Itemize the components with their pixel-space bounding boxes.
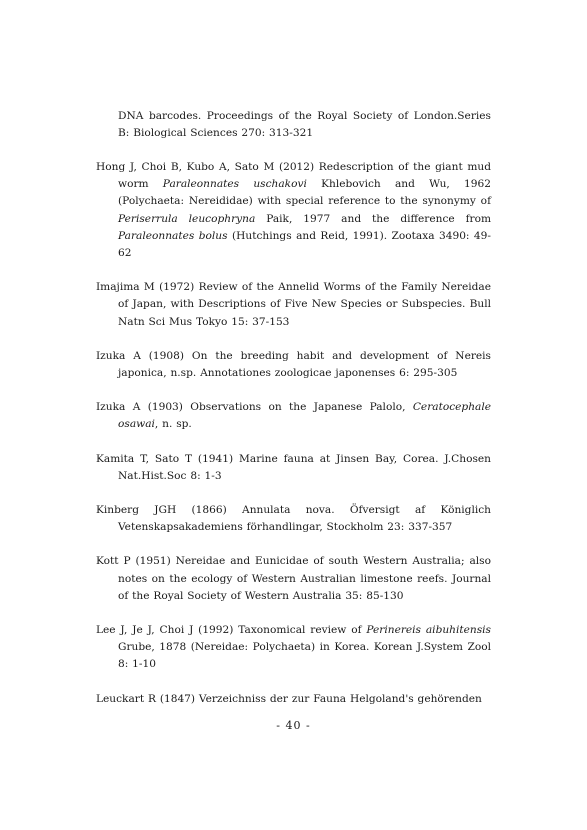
reference-text: Hong J, Choi B, Kubo A, Sato M (2012) Redescription of the giant mud worm [96, 161, 491, 191]
reference-text: , n. sp. [154, 418, 192, 431]
reference-text: Lee J, Je J, Choi J (1992) Taxonomical review of [96, 624, 367, 637]
reference-text: Grube, 1878 (Nereidae: Polychaeta) in Korea. Korean J.System Zool 8: 1-10 [118, 641, 491, 671]
reference-text: Paik, 1977 and the difference from [255, 212, 492, 225]
reference-entry [96, 553, 491, 605]
reference-entry [96, 159, 491, 262]
reference-text: Izuka A (1908) On the breeding habit and development of Nereis japonica, n.sp. Annotationes zoologicae japonenses 6: 295-305 [96, 349, 491, 380]
reference-list [96, 97, 491, 725]
reference-text: Izuka A (1903) Observations on the Japanese Palolo, [96, 401, 413, 414]
reference-entry [96, 279, 491, 331]
reference-text: Kamita T, Sato T (1941) Marine fauna at Jinsen Bay, Corea. J.Chosen Nat.Hist.Soc 8: 1-3 [96, 452, 491, 482]
reference-text: Khlebovich and Wu, 1962 (Polychaeta: Nereididae) with special reference to the synonymy of [118, 178, 491, 208]
reference-entry [96, 348, 491, 382]
reference-entry [96, 108, 491, 142]
reference-entry [96, 502, 491, 536]
reference-entry [96, 622, 491, 674]
species-name: Paraleonnates bolus [118, 229, 228, 242]
species-name: Ceratocephale osawai [118, 401, 491, 431]
reference-text: Kinberg JGH (1866) Annulata nova. Öfversigt af Königlich Vetenskapsakademiens förhandlingar, Stockholm 23: 337-357 [96, 504, 491, 534]
species-name: Perinereis aibuhitensis [366, 624, 491, 637]
reference-text: (Hutchings and Reid, 1991). Zootaxa 3490: 49-62 [118, 229, 491, 260]
reference-entry [96, 399, 491, 433]
reference-text: Imajima M (1972) Review of the Annelid Worms of the Family Nereidae of Japan, with Descriptions of Five New Species or Subspecies. Bull Natn Sci Mus Tokyo 15: 37-153 [96, 281, 491, 328]
reference-text: Leuckart R (1847) Verzeichniss der zur Fauna Helgoland's gehörenden [96, 692, 482, 705]
reference-entry [96, 451, 491, 485]
reference-entry [96, 691, 491, 708]
reference-text: Kott P (1951) Nereidae and Eunicidae of south Western Australia; also notes on the ecology of Western Australian limestone reefs. Journal of the Royal Society of Western Australia 35: 85-130 [96, 555, 491, 602]
page-number: - 40 - [276, 719, 311, 732]
reference-text: DNA barcodes. Proceedings of the Royal Society of London.Series B: Biological Sciences 270: 313-321 [118, 109, 491, 139]
species-name: Periserrula leucophryna [118, 212, 256, 225]
species-name: Paraleonnates uschakovi [162, 178, 307, 191]
